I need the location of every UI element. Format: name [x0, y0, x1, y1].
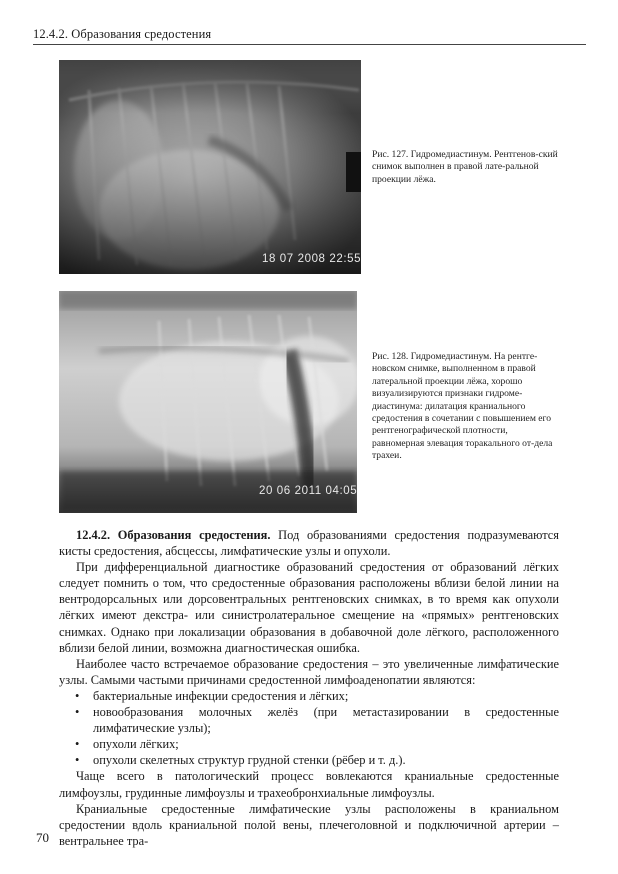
- xray-127-image: [59, 60, 361, 274]
- list-item: [59, 704, 559, 736]
- paragraph-intro: [59, 527, 559, 559]
- bullet-marker: •: [75, 737, 80, 752]
- xray-128-image: [59, 291, 357, 513]
- list-item-text: новообразования молочных желёз (при метастазировании в средостенные лимфатические узлы);: [93, 705, 559, 736]
- paragraph-lymph-nodes: Наиболее часто встречаемое образование средостения – это увеличенные лимфатические узлы. Самыми частыми причинами средостенной лимфоаденопатии являются:: [59, 656, 559, 687]
- figure-128-caption: Рис. 128. Гидромедиастинум. На рентге-новском снимке, выполненном в правой латеральной проекции лёжа, хорошо визуализируются признаки гидроме-диастинума: дилатация краниального средостения в сочетании с повышением его рентгенографической плотности, равномерная элевация торакального от-дела трахеи.: [372, 351, 553, 462]
- list-item-text: бактериальные инфекции средостения и лёгких;: [93, 688, 349, 703]
- running-header: 12.4.2. Образования средостения: [33, 27, 212, 41]
- xray-127-date-stamp: 18 07 2008 22:55: [262, 253, 361, 265]
- list-item: [59, 688, 559, 704]
- xray-figure-128: [59, 291, 357, 513]
- section-heading: 12.4.2. Образования средостения.: [76, 528, 271, 542]
- causes-list: [59, 688, 559, 768]
- paragraph-cranial-nodes: Краниальные средостенные лимфатические узлы расположены в краниальном средостении вдоль краниальной полой вены, плечеголовной и подключичной артерии – вентральнее тра-: [59, 801, 559, 848]
- bullet-marker: •: [75, 705, 80, 720]
- bullet-marker: •: [75, 688, 80, 703]
- intro-text: Под образованиями средостения подразумеваются кисты средостения, абсцессы, лимфатические узлы и опухоли.: [59, 528, 559, 559]
- figure-127-caption: Рис. 127. Гидромедиастинум. Рентгенов-ский снимок выполнен в правой лате-ральной проекции лёжа.: [372, 149, 558, 185]
- xray-128-date-stamp: 20 06 2011 04:05: [259, 485, 357, 497]
- paragraph-differential: При дифференциальной диагностике образований средостения от образований лёгких следует помнить о том, что средостенные образования расположены вблизи белой линии на вентродорсальных или дорсовентральных рентгеновских снимках, в то время как опухоли лёгких имеют декстра- или синистролатеральное смещение на «прямых» рентгеновских снимках. Однако при локализации образования в добавочной доле лёгкого, расположенного вблизи белой линии, возможна диагностическая ошибка.: [59, 560, 559, 655]
- list-item-text: опухоли скелетных структур грудной стенки (рёбер и т. д.).: [93, 753, 406, 768]
- list-item-text: опухоли лёгких;: [93, 737, 179, 752]
- list-item: [59, 752, 559, 768]
- header-rule: [33, 44, 586, 45]
- body-text: [59, 527, 559, 849]
- bullet-marker: •: [75, 753, 80, 768]
- xray-figure-127: [59, 60, 361, 274]
- paragraph-involvement: Чаще всего в патологический процесс вовлекаются краниальные средостенные лимфоузлы, грудинные лимфоузлы и трахеобронхиальные лимфоузлы.: [59, 769, 559, 800]
- list-item: [59, 736, 559, 752]
- page-number: 70: [36, 830, 49, 845]
